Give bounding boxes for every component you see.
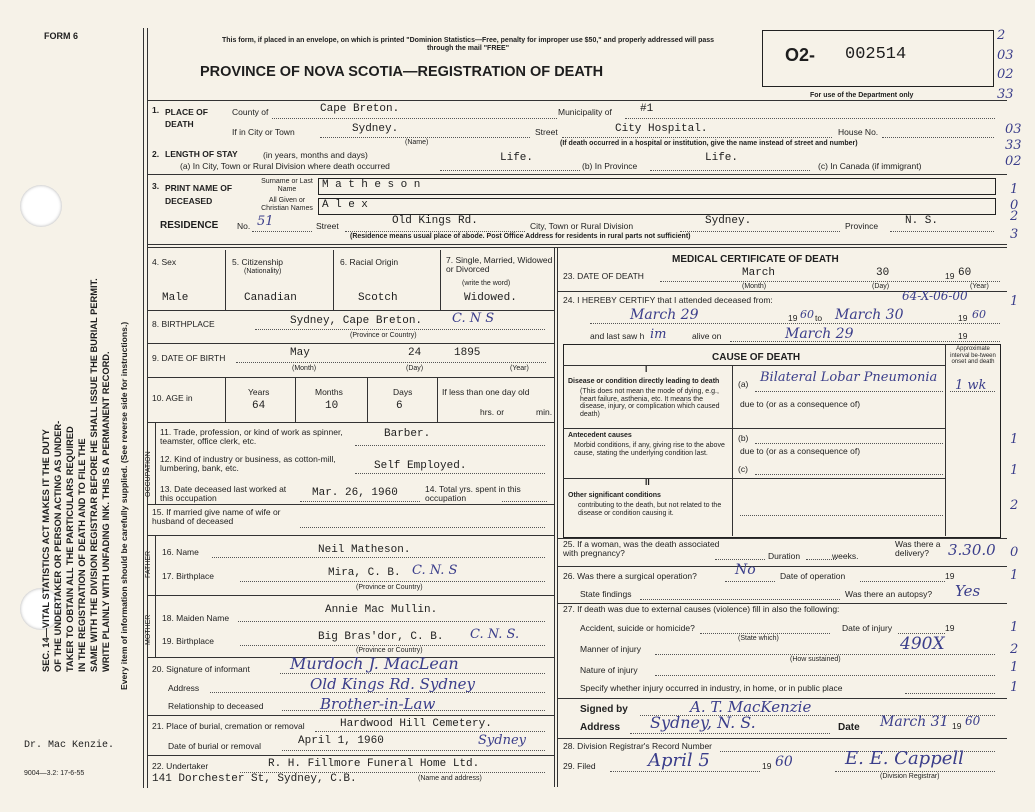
mother-maiden-value: Annie Mac Mullin. <box>325 604 438 616</box>
margin-code: 03 <box>1005 122 1022 137</box>
residence-street-label: Street <box>316 221 339 231</box>
margin-code: 2 <box>997 28 1006 43</box>
signed-by-value: A. T. MacKenzie <box>690 698 812 716</box>
death-month: March <box>742 267 776 279</box>
surname-label: Surname or Last Name <box>261 178 313 193</box>
date-of-death-label: 23. DATE OF DEATH <box>563 271 644 281</box>
margin-code: 03 <box>997 48 1014 63</box>
signed-date-value: March 31 <box>880 714 949 730</box>
findings-label: State findings <box>580 589 632 599</box>
father-vertical-label: FATHER <box>145 550 152 578</box>
sex-value: Male <box>162 292 189 304</box>
age-hrs-label: hrs. or <box>480 407 505 417</box>
burial-place-value: Hardwood Hill Cemetery. <box>340 718 492 730</box>
trade-value: Barber. <box>384 428 431 440</box>
marital-value: Widowed. <box>464 292 517 304</box>
residence-note: (Residence means usual place of abode. Post Office Address for residents in rural parts not sufficient) <box>350 233 691 240</box>
dob-month: May <box>290 347 310 359</box>
birthplace-caption: (Province or Country) <box>350 332 417 339</box>
medical-heading: MEDICAL CERTIFICATE OF DEATH <box>672 254 839 265</box>
accident-label: Accident, suicide or homicide? <box>580 623 695 633</box>
surname-value: Matheson <box>322 179 427 191</box>
informant-signature: Murdoch J. MacLean <box>290 654 459 673</box>
filed-year: 60 <box>775 754 793 770</box>
death-month-caption: (Month) <box>742 283 767 290</box>
nature-label: Nature of injury <box>580 665 638 675</box>
stay-province-label: (b) In Province <box>582 161 638 171</box>
informant-address-label: Address <box>168 683 200 693</box>
filed-date: April 5 <box>648 750 710 771</box>
father-birthplace-value: Mira, C. B. <box>328 567 401 579</box>
undertaker-label: 22. Undertaker <box>152 761 209 771</box>
citizenship-label: 5. Citizenship <box>232 257 284 267</box>
residence-city-label: City, Town or Rural Division <box>530 221 634 231</box>
marital-sub: (write the word) <box>462 280 511 287</box>
marital-label: 7. Single, Married, Widowed or Divorced <box>446 255 553 275</box>
death-year-prefix: 19 <box>945 271 955 281</box>
autopsy-label: Was there an autopsy? <box>845 589 933 599</box>
margin-mark: 0 <box>1010 545 1019 560</box>
name-caption: (Name) <box>405 139 429 146</box>
manner-label: Manner of injury <box>580 644 641 654</box>
cause-b-label: (b) <box>738 433 749 443</box>
side-line-6: WRITE PLAINLY WITH UNFADING INK. THIS IS A PERMANENT RECORD. <box>101 351 111 672</box>
informant-label: 20. Signature of informant <box>152 664 250 674</box>
side-line-3: TAKER TO OBTAIN ALL THE PARTICULARS REQUIRED <box>65 426 75 672</box>
age-months-label: Months <box>315 387 343 397</box>
other-conditions-note: contributing to the death, but not related to the disease or condition causing it. <box>578 502 722 517</box>
death-year-caption: (Year) <box>970 283 989 290</box>
burial-date-label: Date of burial or removal <box>168 741 262 751</box>
margin-code: 33 <box>997 87 1014 102</box>
residence-city-value: Sydney. <box>705 215 752 227</box>
surgery-label: 26. Was there a surgical operation? <box>563 571 697 581</box>
alive-on-label: alive on <box>692 331 722 341</box>
house-no-label: House No. <box>838 127 879 137</box>
informant-address-value: Old Kings Rd. Sydney <box>310 675 475 693</box>
industry-value: Self Employed. <box>374 460 467 472</box>
length-of-stay-sub: (in years, months and days) <box>263 150 368 160</box>
margin-code: 0 <box>1010 198 1019 213</box>
interval-label: Approximate interval be-tween onset and death <box>950 346 996 366</box>
death-day-caption: (Day) <box>872 283 890 290</box>
doctor-name: Dr. Mac Kenzie. <box>24 740 115 751</box>
burial-date-hand: Sydney <box>478 733 526 748</box>
side-line-1: SEC. 14—VITAL STATISTICS ACT MAKES IT THE DUTY <box>41 429 51 672</box>
father-birthplace-label: 17. Birthplace <box>162 571 214 581</box>
burial-date-value: April 1, 1960 <box>298 735 384 747</box>
margin-mark: 2 <box>1010 498 1019 513</box>
margin-code: 2 <box>1010 209 1019 224</box>
print-name-label: PRINT NAME OF DECEASED <box>165 183 233 206</box>
father-name-label: 16. Name <box>162 547 199 557</box>
direct-cause-label: Disease or condition directly leading to death <box>568 378 720 385</box>
undertaker-caption: (Name and address) <box>418 775 482 782</box>
dob-day-caption: (Day) <box>406 365 424 372</box>
margin-mark: 1 <box>1010 660 1019 675</box>
margin-mark: 1 <box>1010 463 1019 478</box>
attended-from-year: 60 <box>800 308 814 321</box>
registration-number: 002514 <box>845 45 907 64</box>
delivery-label: Was there a delivery? <box>895 539 941 559</box>
last-saw-hand: im <box>650 327 667 342</box>
father-birthplace-hand: C. N. S <box>412 563 458 578</box>
dob-year: 1895 <box>454 347 481 359</box>
punch-hole-top <box>20 185 62 227</box>
place-of-death-label: PLACE OF DEATH <box>165 107 208 129</box>
father-birthplace-caption: (Province or Country) <box>356 584 423 591</box>
undertaker-value: R. H. Fillmore Funeral Home Ltd. <box>268 758 480 770</box>
age-days-value: 6 <box>396 400 403 412</box>
surgery-value: No <box>735 562 756 578</box>
city-label: If in City or Town <box>232 127 295 137</box>
side-line-4: IN THE REGISTRATION OF DEATH AND TO FILE THE <box>77 438 87 672</box>
certify-label: 24. I HEREBY CERTIFY that I attended deceased from: <box>563 295 773 305</box>
mother-birthplace-hand: C. N. S. <box>470 627 520 642</box>
death-year: 60 <box>958 267 972 279</box>
margin-mark: 1 <box>1010 432 1019 447</box>
given-names-label: All Given or Christian Names <box>261 197 313 212</box>
specify-label: Specify whether injury occurred in industry, in home, or in public place <box>580 683 843 693</box>
stay-city-label: (a) In City, Town or Rural Division where death occurred <box>180 161 390 171</box>
stay-canada-label: (c) In Canada (if immigrant) <box>818 161 922 171</box>
residence-province-value: N. S. <box>905 215 939 227</box>
section-number: 2. <box>152 149 160 159</box>
margin-mark: 1 <box>1010 680 1019 695</box>
dob-label: 9. DATE OF BIRTH <box>152 353 226 363</box>
signed-address-label: Address <box>580 722 621 733</box>
residence-no-value: 51 <box>257 214 274 229</box>
due-to-label-b: due to (or as a consequence of) <box>740 446 861 456</box>
mother-birthplace-caption: (Province or Country) <box>356 647 423 654</box>
margin-code: 33 <box>1005 138 1022 153</box>
manner-hand: 490X <box>900 634 945 654</box>
registration-prefix: O2- <box>785 45 816 65</box>
record-number-label: 28. Division Registrar's Record Number <box>563 741 713 751</box>
duration-label: Duration <box>768 551 801 561</box>
given-names-value: Alex <box>322 199 375 211</box>
dob-month-caption: (Month) <box>292 365 317 372</box>
certify-code-hand: 64-X-06-00 <box>902 289 968 303</box>
form-code: 9004—3.2: 17-6-55 <box>24 770 85 777</box>
part-two-label: II <box>645 477 650 487</box>
age-years-value: 64 <box>252 400 266 412</box>
occupation-vertical-label: OCCUPATION <box>145 451 152 497</box>
father-name-value: Neil Matheson. <box>318 544 411 556</box>
stay-city-value: Life. <box>500 152 534 164</box>
residence-label: RESIDENCE <box>160 220 219 231</box>
last-worked-label: 13. Date deceased last worked at this occupation <box>160 484 287 504</box>
delivery-hand: 3.30.0 <box>948 541 996 559</box>
alive-year-prefix: 19 <box>958 331 968 341</box>
birthplace-value: Sydney, Cape Breton. <box>290 315 423 327</box>
attended-to: March 30 <box>835 307 904 323</box>
other-conditions-label: Other significant conditions <box>568 492 661 499</box>
direct-cause-note: (This does not mean the mode of dying, e.g., heart failure, asthenia, etc. It means the disease, injury, or complication which caused death) <box>580 388 720 419</box>
county-label: County of <box>232 107 269 117</box>
pregnancy-label: 25. If a woman, was the death associated with pregnancy? <box>563 539 720 559</box>
antecedent-note: Morbid conditions, if any, giving rise to the above cause, stating the underlying condition last. <box>574 442 725 457</box>
age-years-label: Years <box>248 387 270 397</box>
margin-mark: 1 <box>1010 620 1019 635</box>
part-one-label: I <box>645 364 648 374</box>
external-causes-label: 27. If death was due to external causes (violence) fill in also the following: <box>563 604 840 614</box>
municipality-value: #1 <box>640 103 654 115</box>
department-caption: For use of the Department only <box>810 92 914 99</box>
due-to-label-a: due to (or as a consequence of) <box>740 399 861 409</box>
section-number: 3. <box>152 181 160 191</box>
citizenship-value: Canadian <box>244 292 297 304</box>
dob-year-caption: (Year) <box>510 365 529 372</box>
attended-from-year-prefix: 19 <box>788 313 798 323</box>
signed-address-value: Sydney, N. S. <box>650 713 756 732</box>
margin-mark: 1 <box>1010 294 1019 309</box>
birthplace-label: 8. BIRTHPLACE <box>152 319 215 329</box>
cause-heading: CAUSE OF DEATH <box>712 352 801 363</box>
street-value: City Hospital. <box>615 123 708 135</box>
burial-place-label: 21. Place of burial, cremation or removal <box>152 721 305 731</box>
margin-code: 1 <box>1010 182 1019 197</box>
residence-street-value: Old Kings Rd. <box>392 215 478 227</box>
side-line-5: SAME WITH THE DIVISION REGISTRAR BEFORE HE SHALL ISSUE THE BURIAL PERMIT. <box>89 278 99 672</box>
signed-by-label: Signed by <box>580 704 628 715</box>
signed-date-label: Date <box>838 722 860 733</box>
industry-label: 12. Kind of industry or business, as cotton-mill, lumbering, bank, etc. <box>160 454 336 474</box>
cause-a-label: (a) <box>738 379 749 389</box>
mother-vertical-label: MOTHER <box>145 614 152 645</box>
page-title: PROVINCE OF NOVA SCOTIA—REGISTRATION OF DEATH <box>200 64 604 80</box>
antecedent-label: Antecedent causes <box>568 432 632 439</box>
age-less-label: If less than one day old <box>442 387 530 397</box>
residence-no-label: No. <box>237 221 251 231</box>
cause-a-interval: 1 wk <box>955 378 987 393</box>
birthplace-province-hand: C. N S <box>452 311 495 326</box>
sex-label: 4. Sex <box>152 257 177 267</box>
death-day: 30 <box>876 267 890 279</box>
cause-c-label: (c) <box>738 464 748 474</box>
margin-mark: 1 <box>1010 568 1019 583</box>
undertaker-address: 141 Dorchester St, Sydney, C.B. <box>152 773 357 785</box>
age-label: 10. AGE in <box>152 393 193 403</box>
hospital-note: (If death occurred in a hospital or institution, give the name instead of street and number) <box>560 140 858 147</box>
dob-day: 24 <box>408 347 422 359</box>
age-min-label: min. <box>536 407 553 417</box>
length-of-stay-label: LENGTH OF STAY <box>165 149 238 159</box>
margin-code: 02 <box>1005 154 1022 169</box>
spouse-label: 15. If married give name of wife or husband of deceased <box>152 507 281 527</box>
residence-province-label: Province <box>845 221 879 231</box>
filed-label: 29. Filed <box>563 761 596 771</box>
city-value: Sydney. <box>352 123 399 135</box>
citizenship-sub: (Nationality) <box>244 268 282 275</box>
filed-year-prefix: 19 <box>762 761 772 771</box>
last-saw-label: and last saw h <box>590 331 645 341</box>
injury-date-label: Date of injury <box>842 623 893 633</box>
margin-mark: 2 <box>1010 642 1019 657</box>
age-months-value: 10 <box>325 400 339 412</box>
section-number: 1. <box>152 105 160 115</box>
operation-date-label: Date of operation <box>780 571 846 581</box>
relationship-label: Relationship to deceased <box>168 701 264 711</box>
signed-year-prefix: 19 <box>952 721 962 731</box>
attended-to-year: 60 <box>972 308 986 321</box>
weeks-label: weeks. <box>832 551 859 561</box>
mail-notice: This form, if placed in an envelope, on which is printed "Dominion Statistics—Free, penalty for improper use $50," and properly addressed will pass through the mail "FREE" <box>221 37 715 52</box>
racial-origin-value: Scotch <box>358 292 398 304</box>
autopsy-value: Yes <box>955 582 981 600</box>
attended-to-year-prefix: 19 <box>958 313 968 323</box>
injury-year-prefix: 19 <box>945 623 955 633</box>
county-value: Cape Breton. <box>320 103 400 115</box>
racial-origin-label: 6. Racial Origin <box>340 257 399 267</box>
stay-province-value: Life. <box>705 152 739 164</box>
cause-a-value: Bilateral Lobar Pneumonia <box>760 370 938 385</box>
municipality-label: Municipality of <box>558 107 612 117</box>
side-line-7: Every item of information should be carefully supplied. (See reverse side for instructions.) <box>119 321 129 690</box>
total-years-label: 14. Total yrs. spent in this occupation <box>425 484 521 504</box>
signed-year: 60 <box>965 714 981 728</box>
mother-birthplace-value: Big Bras'dor, C. B. <box>318 631 444 643</box>
street-label: Street <box>535 127 558 137</box>
side-line-2: OF THE UNDERTAKER OR PERSON ACTING AS UNDER- <box>53 420 63 672</box>
mother-birthplace-label: 19. Birthplace <box>162 636 214 646</box>
sustained-caption: (How sustained) <box>790 656 841 663</box>
form-label: FORM 6 <box>44 31 79 41</box>
margin-code: 02 <box>997 67 1014 82</box>
age-days-label: Days <box>393 387 413 397</box>
attended-from: March 29 <box>630 307 699 323</box>
registrar-caption: (Division Registrar) <box>880 773 940 780</box>
trade-label: 11. Trade, profession, or kind of work as spinner, teamster, office clerk, etc. <box>160 427 343 447</box>
registrar-signature: E. E. Cappell <box>845 748 964 769</box>
last-worked-value: Mar. 26, 1960 <box>312 487 398 499</box>
mother-maiden-label: 18. Maiden Name <box>162 613 230 623</box>
operation-year-prefix: 19 <box>945 571 955 581</box>
relationship-value: Brother-in-Law <box>320 695 436 713</box>
margin-code: 3 <box>1010 227 1019 242</box>
alive-on-value: March 29 <box>785 326 854 342</box>
state-which-caption: (State which) <box>738 635 779 642</box>
attended-to-label: to <box>815 313 823 323</box>
